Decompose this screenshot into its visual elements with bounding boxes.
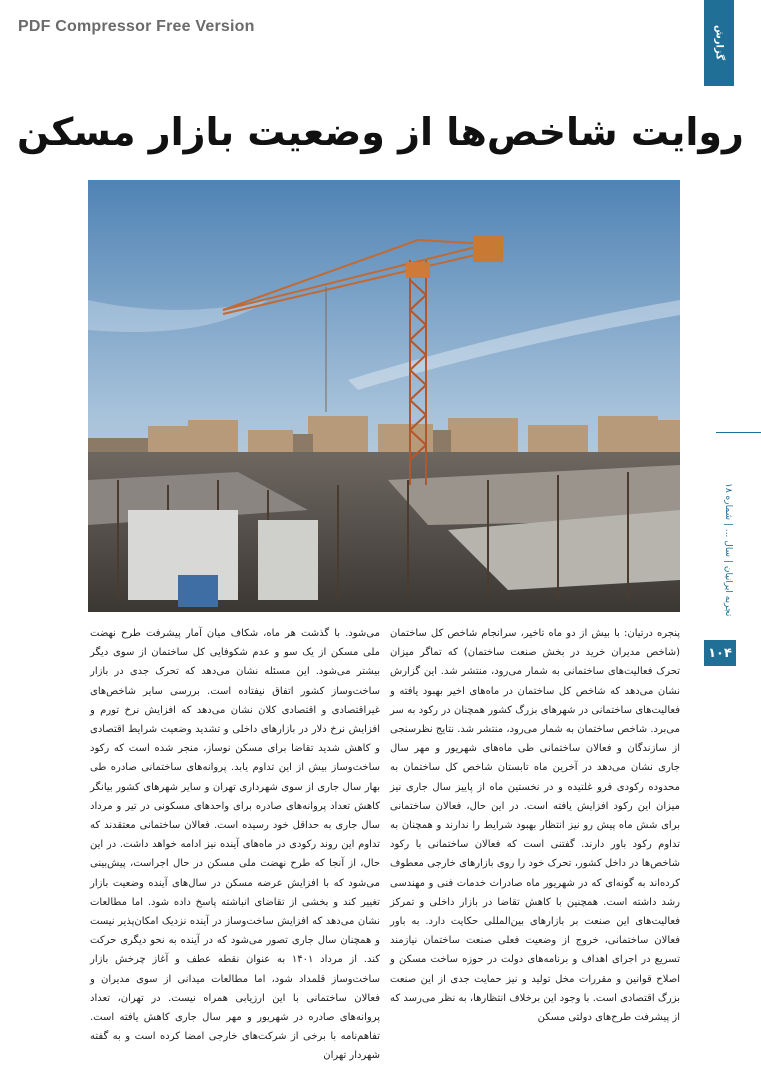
journal-info-text: تجربه ایرانیان | سال ... | شماره ۱۸ — [723, 483, 733, 617]
watermark: PDF Compressor Free Version — [18, 18, 255, 35]
section-tab-label: گزارش — [713, 25, 725, 61]
article-title: روایت شاخص‌ها از وضعیت بازار مسکن — [17, 110, 744, 154]
section-tab — [704, 0, 734, 86]
construction-site-photo — [88, 180, 680, 612]
column-right-text: پنجره درتیان: با بیش از دو ماه تاخیر، سرانجام شاخص کل ساختمان (شاخص مدیران خرید در بخش صنعت ساختمان) که تماگر میزان تحرک فعالیت‌های ساختمانی به شمار می‌رود، منتشر شد. این گزارش نشان می‌دهد که شاخص کل ساختمان در ماه‌های اخیر بهبود یافته و فعالیت‌های ساختمانی در شهرهای بزرگ کشور همچنان در رکود به سر می‌برد. شاخص ساختمان به شمار می‌رود، منتشر شد. نتایج نظرسنجی از سازندگان و فعالان ساختمانی طی ماه‌های شهریور و مهر سال جاری نشان می‌دهد در آخرین ماه تابستان شاخص کل ساختمان به محدوده رکودی فرو غلتیده و در نخستین ماه از پاییز سال جاری نیز میزان این رکود افزایش یافته است. در این حال، فعالان ساختمانی برای شش ماه پیش رو نیز انتظار بهبود شرایط را ندارند و همچنان به تداوم رکود باور دارند. گفتنی است که فعالان ساختمانی با رکود شاخص‌ها در داخل کشور، تحرک خود را روی بازارهای خارجی معطوف کرده‌اند به گونه‌ای که در شهریور ماه صادرات خدمات فنی و مهندسی رشد داشته است. همچنین با کاهش تقاضا در بازار داخلی و تمرکز فعالیت‌های این صنعت بر بازارهای بین‌المللی حکایت دارد. به باور فعالان ساختمانی، خروج از وضعیت فعلی صنعت ساختمان نیازمند تسریع در اجرای اهداف و برنامه‌های دولت در حوزه ساخت مسکن و اصلاح قوانین و مقررات مخل تولید و نیز حمایت جدی از این صنعت بزرگ اقتصادی است. با وجود این برخلاف انتظارها، به نظر می‌رسد که از پیشرفت طرح‌های دولتی مسکن — [390, 628, 680, 1024]
journal-info — [700, 430, 756, 670]
page-number: ۱۰۴ — [704, 640, 736, 666]
article-column-left — [90, 624, 380, 1066]
column-left-text: می‌شود. با گذشت هر ماه، شکاف میان آمار پیشرفت طرح نهضت ملی مسکن از یک سو و عدم شکوفایی کل ساختمان از سوی دیگر بیشتر می‌شود. این مسئله نشان می‌دهد که تحرک جدی در بازار ساخت‌وساز کشور اتفاق نیفتاده است. بررسی سایر شاخص‌های غیراقتصادی و اقتصادی کلان نشان می‌دهد که افزایش نرخ تورم و افزایش نرخ دلار در بازارهای داخلی و تشدید وضعیت شرایط اقتصادی و کاهش شدید تقاضا برای مسکن نوساز، منجر شده است که رکود ساخت‌وساز بیش از این تداوم یابد. پروانه‌های ساختمانی صادره طی بهار سال جاری از سوی شهرداری تهران و سایر شهرهای کشور بیانگر کاهش تعداد پروانه‌های صادره برای واحدهای مسکونی در تیر و مرداد سال جاری به حداقل خود رسیده است. فعالان ساختمانی معتقدند که تداوم این روند رکودی در ماه‌های آینده نیز ادامه خواهد داشت. در این حال، از آنجا که طرح نهضت ملی مسکن در حال اجراست، پیش‌بینی می‌شود که با افزایش عرضه مسکن در سال‌های آینده وضعیت بازار تغییر کند و بخشی از تقاضای انباشته پاسخ داده شود. اما مطالعات نشان می‌دهد که افزایش ساخت‌وساز در آینده نزدیک امکان‌پذیر نیست و همچنان سال جاری تصور می‌شود که در آینده به نحو دیگری حرکت کند. از مرداد ۱۴۰۱ به عنوان نقطه عطف و آغاز چرخش بازار ساخت‌وساز قلمداد شود، اما مطالعات میدانی از سوی مدیران و فعالان ساختمانی با این ارزیابی همراه نیست. در تهران، تعداد پروانه‌های صادره در شهریور و مهر سال جاری کاهش یافته است. تفاهم‌نامه با برخی از شرکت‌های خارجی امضا کرده است و به گفته شهردار تهران — [90, 628, 380, 1062]
article-column-right — [390, 624, 680, 1027]
